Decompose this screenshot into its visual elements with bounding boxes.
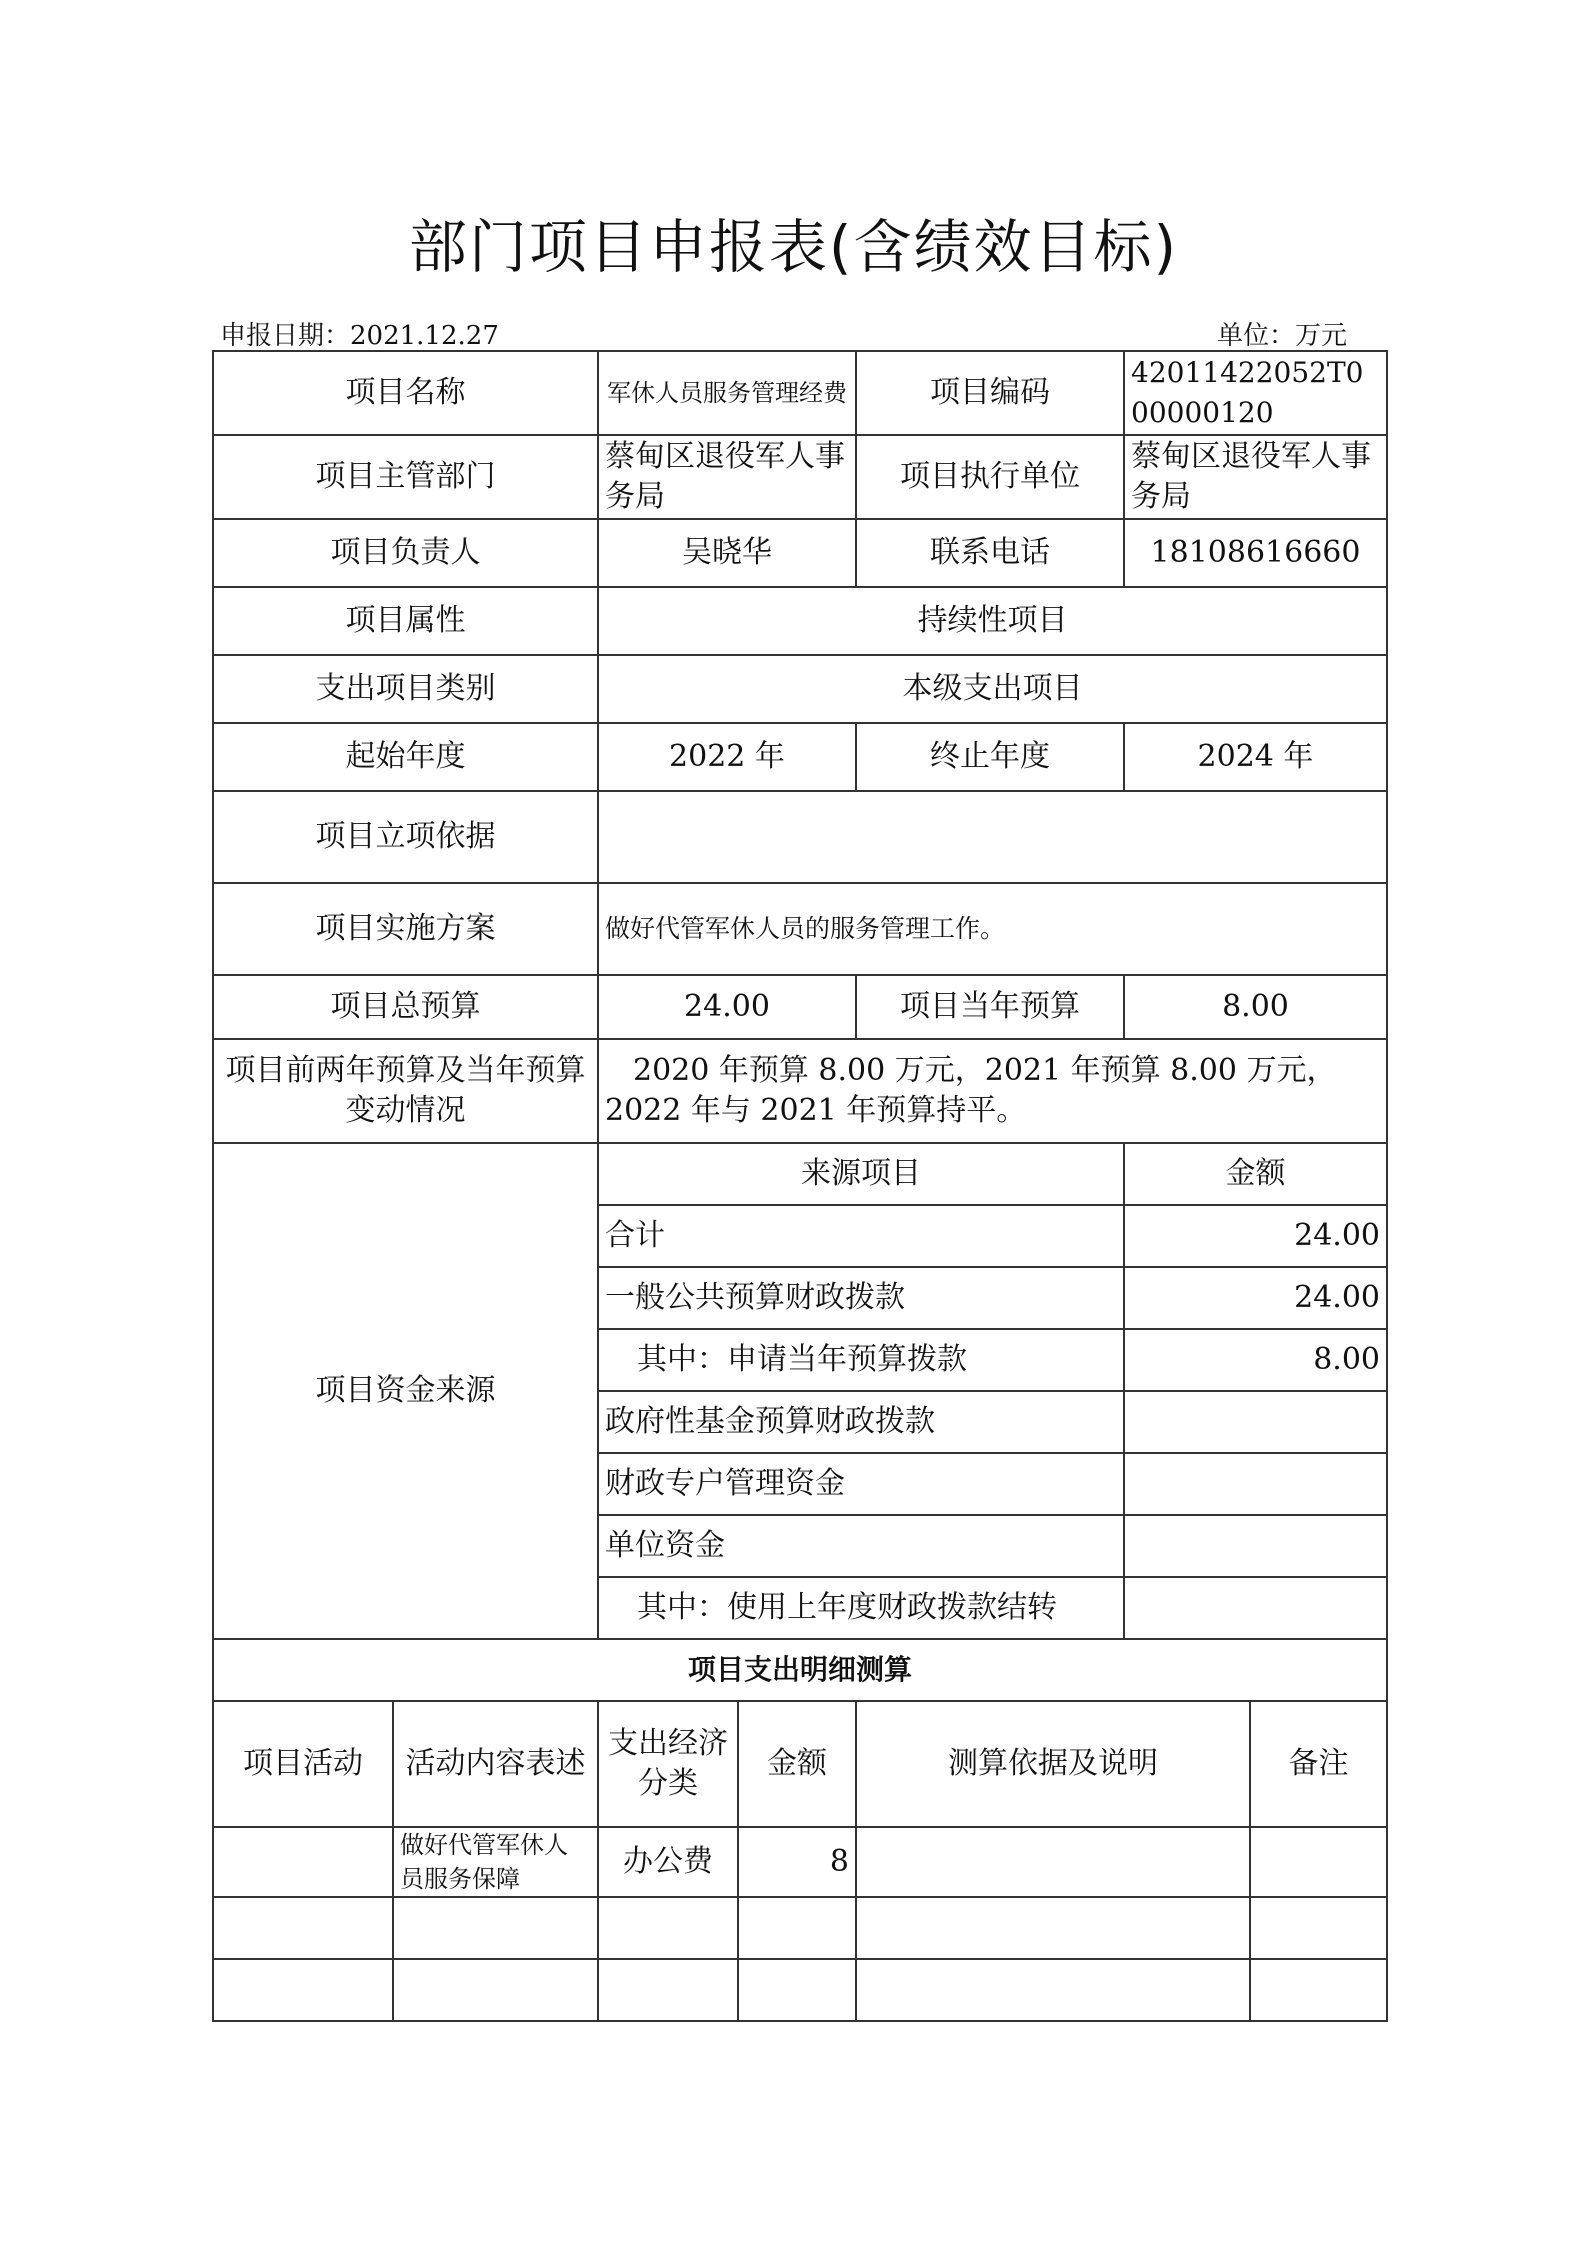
code-label: 项目编码 [856,351,1124,435]
detail-cell: 8 [738,1827,856,1897]
code-value: 42011422052T000000120 [1124,351,1387,435]
plan-value: 做好代管军休人员的服务管理工作。 [598,883,1387,975]
total-budget-label: 项目总预算 [213,975,598,1039]
project-form-table [212,350,1388,2022]
exec-label: 项目执行单位 [856,435,1124,519]
detail-cell [856,1959,1250,2021]
funding-item-amount [1124,1515,1387,1577]
phone-value: 18108616660 [1124,519,1387,587]
detail-header: 支出经济分类 [598,1701,738,1827]
detail-cell [856,1827,1250,1897]
budget-change-label: 项目前两年预算及当年预算变动情况 [213,1039,598,1143]
category-value: 本级支出项目 [598,655,1387,723]
page-title: 部门项目申报表(含绩效目标) [408,213,1179,281]
funding-item-amount [1124,1577,1387,1639]
detail-cell [1250,1959,1387,2021]
detail-cell [393,1959,598,2021]
budget-change-value: 2020 年预算 8.00 万元，2021 年预算 8.00 万元，2022 年与 2021 年预算持平。 [598,1039,1387,1143]
leader-value: 吴晓华 [598,519,856,587]
detail-cell [213,1897,393,1959]
funding-item-name: 其中：使用上年度财政拨款结转 [598,1577,1124,1639]
detail-cell [598,1897,738,1959]
leader-label: 项目负责人 [213,519,598,587]
detail-section-title: 项目支出明细测算 [213,1639,1387,1701]
detail-header: 活动内容表述 [393,1701,598,1827]
phone-label: 联系电话 [856,519,1124,587]
dept-label: 项目主管部门 [213,435,598,519]
funding-item-amount: 24.00 [1124,1267,1387,1329]
end-year-value: 2024 年 [1124,723,1387,791]
detail-cell [393,1897,598,1959]
funding-header-source: 来源项目 [598,1143,1124,1205]
exec-value: 蔡甸区退役军人事务局 [1124,435,1387,519]
dept-value: 蔡甸区退役军人事务局 [598,435,856,519]
detail-header: 备注 [1250,1701,1387,1827]
detail-cell [738,1897,856,1959]
detail-cell [856,1897,1250,1959]
funding-item-amount: 8.00 [1124,1329,1387,1391]
funding-item-name: 一般公共预算财政拨款 [598,1267,1124,1329]
start-year-label: 起始年度 [213,723,598,791]
end-year-label: 终止年度 [856,723,1124,791]
category-label: 支出项目类别 [213,655,598,723]
basis-label: 项目立项依据 [213,791,598,883]
detail-cell [213,1959,393,2021]
funding-item-name: 其中：申请当年预算拨款 [598,1329,1124,1391]
name-label: 项目名称 [213,351,598,435]
detail-cell: 办公费 [598,1827,738,1897]
current-budget-value: 8.00 [1124,975,1387,1039]
funding-item-name: 政府性基金预算财政拨款 [598,1391,1124,1453]
detail-cell: 做好代管军休人员服务保障 [393,1827,598,1897]
funding-item-name: 单位资金 [598,1515,1124,1577]
funding-source-label: 项目资金来源 [213,1143,598,1639]
name-value: 军休人员服务管理经费 [598,351,856,435]
unit-label: 单位：万元 [1216,321,1347,351]
basis-value [598,791,1387,883]
declare-date: 申报日期：2021.12.27 [220,321,499,351]
detail-cell [738,1959,856,2021]
detail-cell [213,1827,393,1897]
funding-item-amount [1124,1391,1387,1453]
funding-item-amount [1124,1453,1387,1515]
start-year-value: 2022 年 [598,723,856,791]
funding-item-name: 合计 [598,1205,1124,1267]
plan-label: 项目实施方案 [213,883,598,975]
current-budget-label: 项目当年预算 [856,975,1124,1039]
detail-cell [1250,1897,1387,1959]
funding-item-name: 财政专户管理资金 [598,1453,1124,1515]
funding-item-amount: 24.00 [1124,1205,1387,1267]
attr-value: 持续性项目 [598,587,1387,655]
attr-label: 项目属性 [213,587,598,655]
total-budget-value: 24.00 [598,975,856,1039]
funding-header-amount: 金额 [1124,1143,1387,1205]
detail-header: 金额 [738,1701,856,1827]
detail-cell [598,1959,738,2021]
detail-header: 项目活动 [213,1701,393,1827]
detail-cell [1250,1827,1387,1897]
detail-header: 测算依据及说明 [856,1701,1250,1827]
